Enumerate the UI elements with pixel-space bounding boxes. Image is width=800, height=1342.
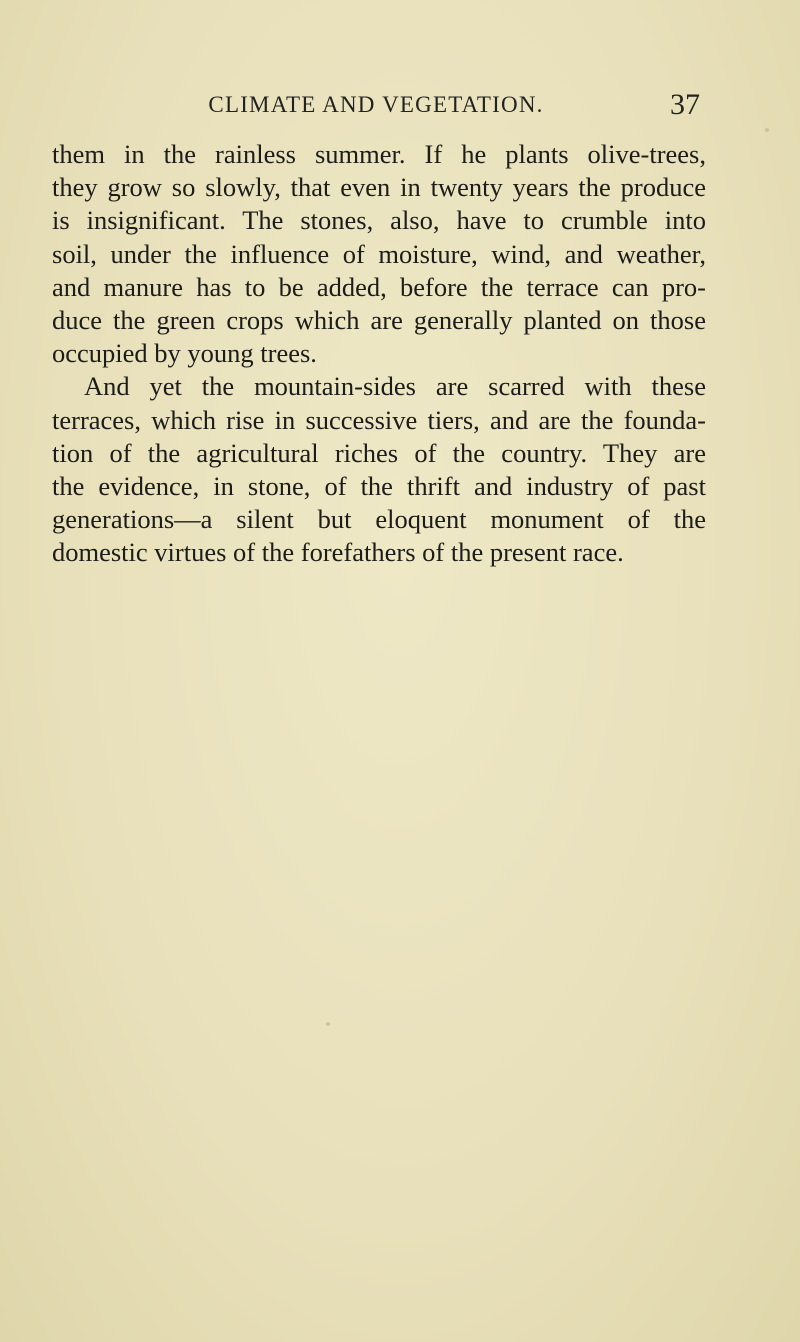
text-line: domestic virtues of the forefathers of the present race. — [52, 537, 624, 568]
paragraph-1 — [52, 138, 706, 370]
text-line: they grow so slowly, that even in twenty years the produce — [52, 172, 706, 203]
page-number: 37 — [670, 88, 700, 121]
text-line: the evidence, in stone, of the thrift and industry of past — [52, 471, 706, 502]
text-line: occupied by young trees. — [52, 338, 317, 369]
paper-speck — [765, 128, 769, 132]
text-line: soil, under the influence of moisture, wind, and weather, — [52, 238, 706, 269]
text-line: And yet the mountain-sides are scarred with these — [84, 371, 706, 402]
text-line: generations—a silent but eloquent monument of the — [52, 504, 706, 535]
running-head — [52, 88, 700, 128]
text-line: tion of the agricultural riches of the country. They are — [52, 437, 706, 468]
text-line: duce the green crops which are generally planted on those — [52, 305, 706, 336]
body-text — [52, 138, 706, 570]
text-line: terraces, which rise in successive tiers, and are the founda- — [52, 404, 706, 435]
paper-speck — [326, 1022, 330, 1026]
text-line: and manure has to be added, before the terrace can pro- — [52, 271, 706, 302]
running-title: CLIMATE AND VEGETATION. — [208, 92, 544, 117]
text-line: them in the rainless summer. If he plants olive-trees, — [52, 139, 706, 169]
text-line: is insignificant. The stones, also, have to crumble into — [52, 205, 706, 236]
paragraph-2 — [52, 370, 706, 569]
